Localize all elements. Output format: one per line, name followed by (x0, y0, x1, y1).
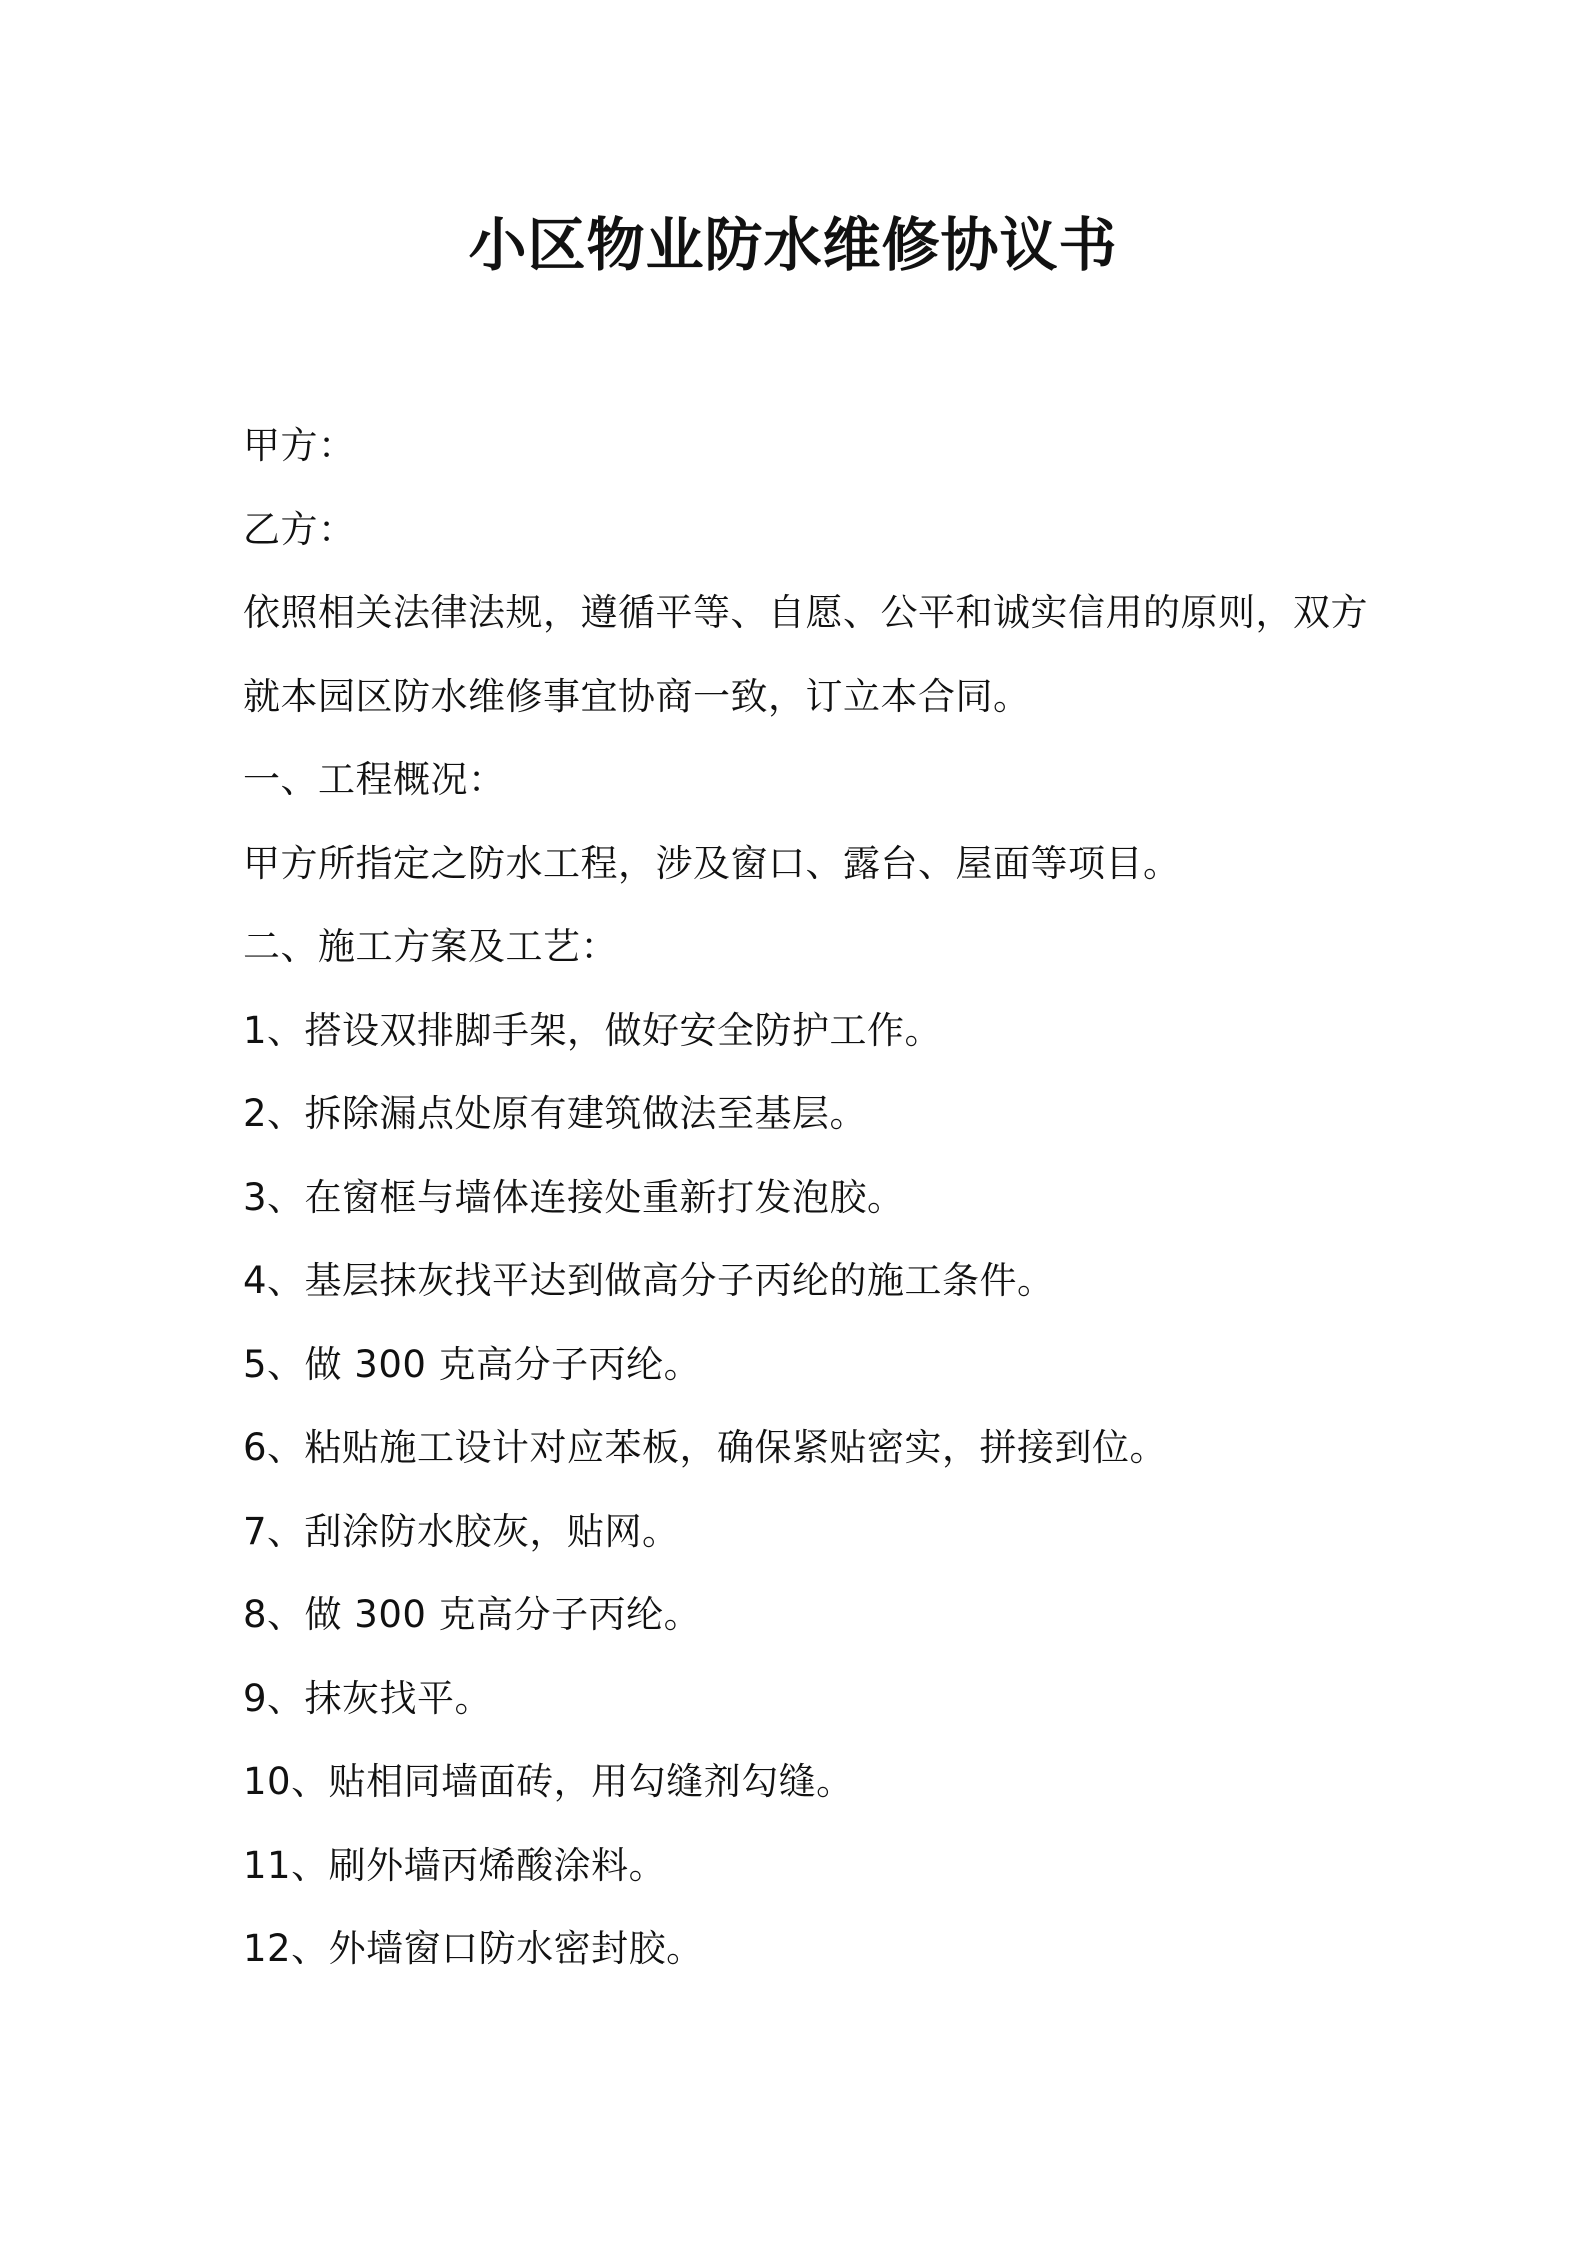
intro-line-2: 就本园区防水维修事宜协商一致，订立本合同。 (243, 674, 1031, 718)
section-1-body: 甲方所指定之防水工程，涉及窗口、露台、屋面等项目。 (243, 841, 1181, 885)
step-item: 5、做 300 克高分子丙纶。 (243, 1342, 702, 1386)
step-item: 4、基层抹灰找平达到做高分子丙纶的施工条件。 (243, 1259, 1055, 1302)
section-2-heading: 二、施工方案及工艺： (243, 925, 618, 968)
step-item: 7、刮涂防水胶灰，贴网。 (243, 1509, 680, 1553)
step-item: 8、做 300 克高分子丙纶。 (243, 1593, 702, 1636)
document-body (243, 404, 1368, 1991)
party-b-label: 乙方： (243, 507, 356, 551)
step-item: 12、外墙窗口防水密封胶。 (243, 1927, 704, 1970)
step-item: 11、刷外墙丙烯酸涂料。 (243, 1843, 667, 1887)
intro-line-1: 依照相关法律法规，遵循平等、自愿、公平和诚实信用的原则，双方 (243, 591, 1368, 634)
step-item: 9、抹灰找平。 (243, 1676, 493, 1720)
document-title: 小区物业防水维修协议书 (468, 211, 1118, 279)
section-1-heading: 一、工程概况： (243, 758, 506, 801)
step-item: 6、粘贴施工设计对应苯板，确保紧贴密实，拼接到位。 (243, 1426, 1168, 1469)
step-item: 1、搭设双排脚手架，做好安全防护工作。 (243, 1008, 943, 1052)
step-item: 10、贴相同墙面砖，用勾缝剂勾缝。 (243, 1760, 854, 1803)
step-item: 2、拆除漏点处原有建筑做法至基层。 (243, 1092, 868, 1135)
party-a-label: 甲方： (243, 424, 356, 467)
step-item: 3、在窗框与墙体连接处重新打发泡胶。 (243, 1175, 905, 1219)
